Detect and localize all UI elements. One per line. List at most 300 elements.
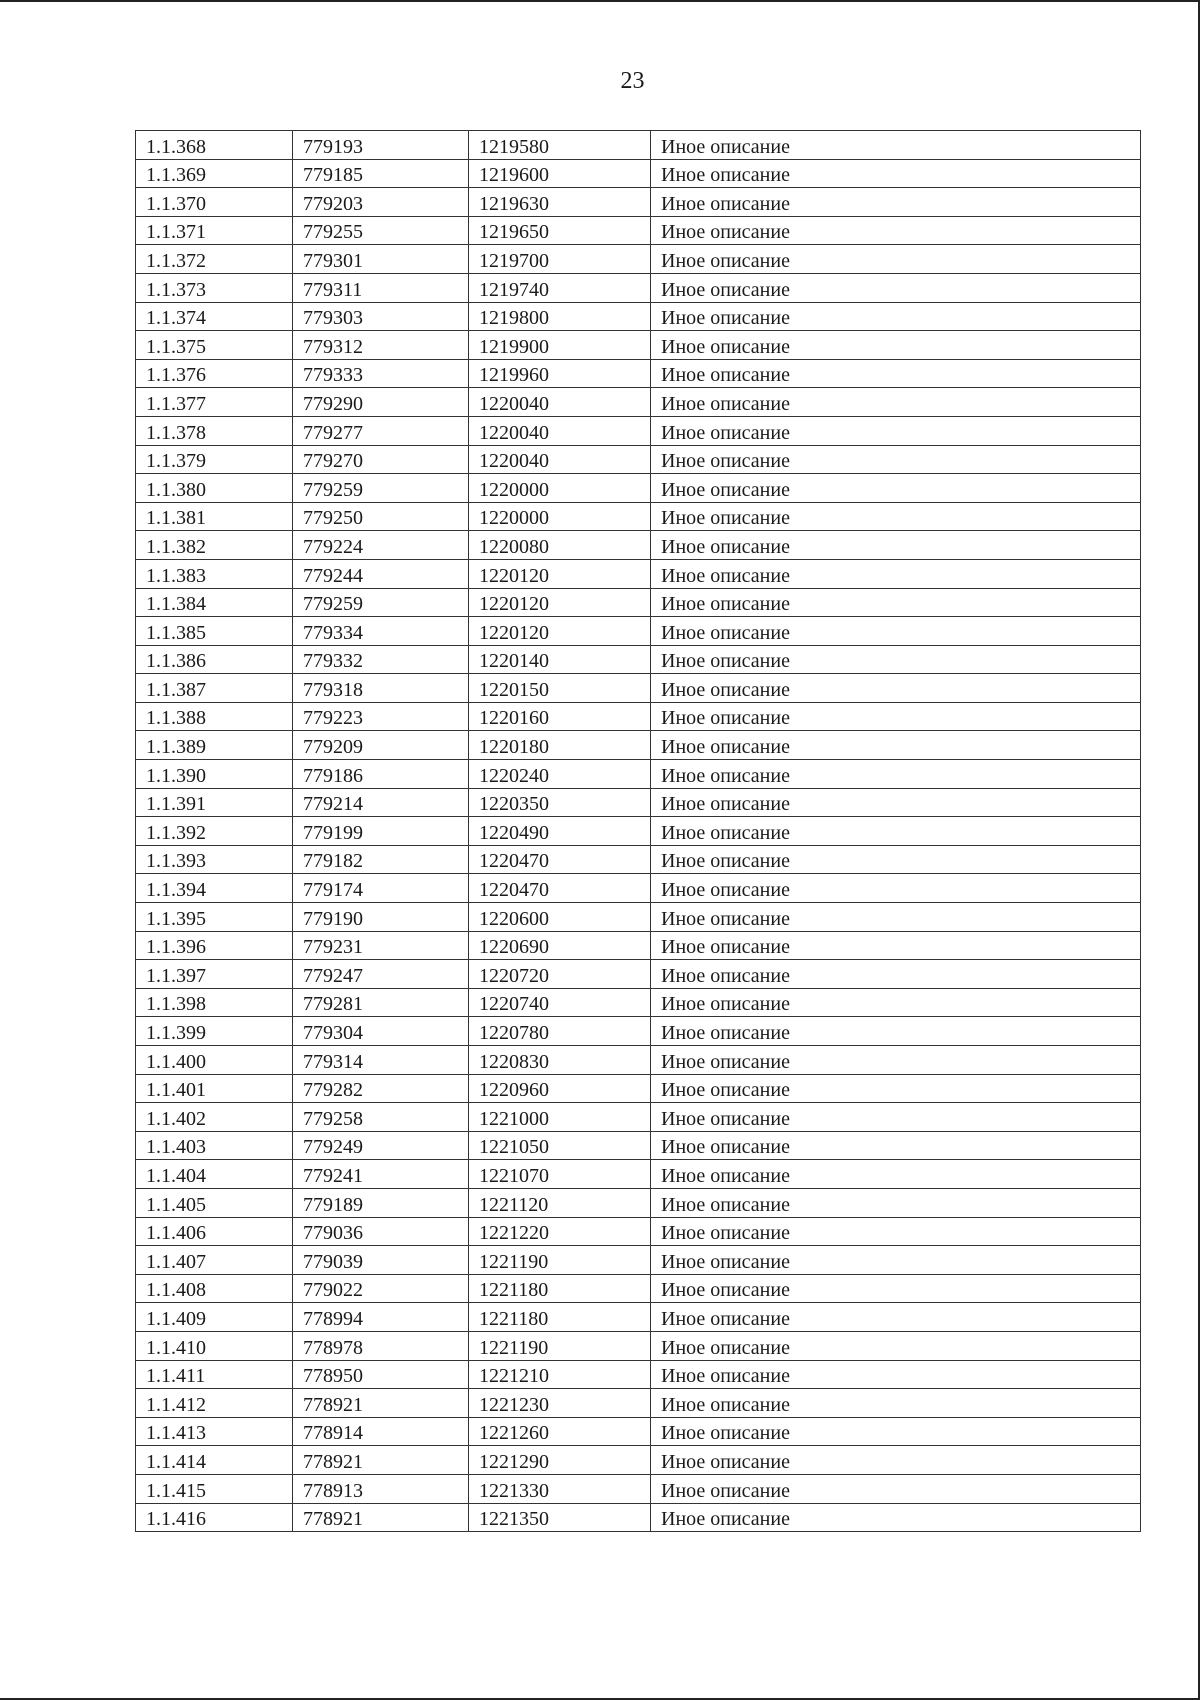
point-number-cell [136,817,293,846]
y-coordinate-cell [469,674,651,703]
description-text: Иное описание [661,535,790,558]
x-coordinate-text: 779304 [303,1022,363,1044]
x-coordinate-text: 779303 [303,307,363,330]
x-coordinate-text: 779174 [303,879,363,902]
point-number-text: 1.1.398 [146,993,206,1016]
y-coordinate-cell [469,731,651,760]
description-text: Иное описание [661,879,790,902]
description-text: Иное описание [661,821,790,844]
x-coordinate-text: 779314 [303,1050,363,1073]
description-text: Иное описание [661,678,790,701]
x-coordinate-cell [293,988,469,1017]
table-row [136,388,1141,417]
point-number-cell [136,1417,293,1446]
x-coordinate-text: 779039 [303,1250,363,1273]
description-cell [651,845,1141,874]
description-text: Иное описание [661,364,790,387]
table-row [136,159,1141,188]
x-coordinate-text: 779282 [303,1079,363,1102]
point-number-cell [136,1217,293,1246]
x-coordinate-cell [293,416,469,445]
y-coordinate-text: 1220120 [479,593,549,616]
point-number-cell [136,531,293,560]
point-number-cell [136,1074,293,1103]
y-coordinate-text: 1220740 [479,993,549,1016]
point-number-cell [136,731,293,760]
description-cell [651,159,1141,188]
y-coordinate-text: 1220040 [479,450,549,473]
point-number-text: 1.1.378 [146,421,206,444]
table-row [136,760,1141,789]
point-number-cell [136,1274,293,1303]
table-row [136,617,1141,646]
table-row [136,1360,1141,1389]
table-row [136,1217,1141,1246]
point-number-cell [136,1331,293,1360]
x-coordinate-cell [293,645,469,674]
x-coordinate-text: 779334 [303,621,363,644]
x-coordinate-cell [293,1074,469,1103]
description-text: Иное описание [661,764,790,787]
y-coordinate-text: 1221220 [479,1222,549,1245]
description-cell [651,1303,1141,1332]
description-text: Иное описание [661,1222,790,1245]
x-coordinate-cell [293,131,469,160]
point-number-text: 1.1.392 [146,821,206,844]
table-row [136,645,1141,674]
description-cell [651,302,1141,331]
point-number-text: 1.1.377 [146,392,206,415]
y-coordinate-cell [469,988,651,1017]
x-coordinate-text: 779312 [303,335,363,358]
description-text: Иное описание [661,1336,790,1359]
description-cell [651,588,1141,617]
x-coordinate-text: 779223 [303,707,363,730]
table-row [136,445,1141,474]
x-coordinate-text: 779259 [303,478,363,501]
point-number-text: 1.1.372 [146,249,206,272]
x-coordinate-cell [293,874,469,903]
point-number-text: 1.1.395 [146,907,206,930]
description-cell [651,1246,1141,1275]
point-number-cell [136,474,293,503]
table-row [136,1246,1141,1275]
x-coordinate-cell [293,159,469,188]
x-coordinate-text: 778978 [303,1336,363,1359]
point-number-text: 1.1.383 [146,564,206,587]
y-coordinate-text: 1220120 [479,564,549,587]
x-coordinate-cell [293,1446,469,1475]
y-coordinate-text: 1219700 [479,249,549,272]
point-number-cell [136,188,293,217]
y-coordinate-text: 1221330 [479,1479,549,1502]
point-number-text: 1.1.403 [146,1136,206,1159]
description-text: Иное описание [661,1193,790,1216]
table-row [136,1188,1141,1217]
point-number-cell [136,674,293,703]
y-coordinate-cell [469,1331,651,1360]
y-coordinate-cell [469,502,651,531]
point-number-cell [136,588,293,617]
x-coordinate-cell [293,903,469,932]
point-number-text: 1.1.413 [146,1422,206,1445]
point-number-text: 1.1.371 [146,221,206,244]
y-coordinate-cell [469,559,651,588]
description-text: Иное описание [661,164,790,187]
x-coordinate-text: 779224 [303,535,363,558]
x-coordinate-cell [293,674,469,703]
y-coordinate-text: 1221000 [479,1107,549,1130]
point-number-cell [136,131,293,160]
description-cell [651,903,1141,932]
table-row [136,845,1141,874]
x-coordinate-cell [293,216,469,245]
table-row [136,188,1141,217]
point-number-text: 1.1.390 [146,764,206,787]
y-coordinate-text: 1221350 [479,1508,549,1531]
point-number-cell [136,445,293,474]
description-text: Иное описание [661,421,790,444]
y-coordinate-text: 1220040 [479,421,549,444]
table-row [136,960,1141,989]
x-coordinate-text: 778921 [303,1393,363,1416]
point-number-text: 1.1.415 [146,1479,206,1502]
y-coordinate-cell [469,1103,651,1132]
y-coordinate-cell [469,1188,651,1217]
y-coordinate-text: 1220470 [479,850,549,873]
table-row [136,1160,1141,1189]
point-number-text: 1.1.406 [146,1222,206,1245]
point-number-text: 1.1.405 [146,1193,206,1216]
y-coordinate-cell [469,588,651,617]
table-row [136,416,1141,445]
table-body [136,131,1141,1532]
description-cell [651,645,1141,674]
table-row [136,559,1141,588]
x-coordinate-text: 779250 [303,507,363,530]
x-coordinate-cell [293,1217,469,1246]
y-coordinate-cell [469,1074,651,1103]
point-number-text: 1.1.393 [146,850,206,873]
x-coordinate-text: 779241 [303,1164,363,1187]
description-cell [651,1188,1141,1217]
point-number-cell [136,1474,293,1503]
description-cell [651,1274,1141,1303]
x-coordinate-text: 778914 [303,1422,363,1445]
y-coordinate-text: 1221180 [479,1279,549,1302]
description-text: Иное описание [661,793,790,816]
y-coordinate-cell [469,159,651,188]
x-coordinate-cell [293,1274,469,1303]
point-number-text: 1.1.396 [146,936,206,959]
y-coordinate-text: 1220150 [479,678,549,701]
y-coordinate-cell [469,216,651,245]
y-coordinate-text: 1219600 [479,164,549,187]
description-cell [651,1417,1141,1446]
x-coordinate-text: 779189 [303,1193,363,1216]
point-number-text: 1.1.397 [146,964,206,987]
y-coordinate-text: 1221210 [479,1365,549,1388]
x-coordinate-text: 779190 [303,907,363,930]
description-text: Иное описание [661,1107,790,1130]
point-number-cell [136,1503,293,1532]
x-coordinate-text: 779333 [303,364,363,387]
y-coordinate-cell [469,1360,651,1389]
y-coordinate-text: 1221230 [479,1393,549,1416]
x-coordinate-text: 778994 [303,1307,363,1330]
description-cell [651,1389,1141,1418]
x-coordinate-text: 779255 [303,221,363,244]
point-number-cell [136,1360,293,1389]
description-cell [651,188,1141,217]
description-cell [651,1446,1141,1475]
y-coordinate-cell [469,1474,651,1503]
x-coordinate-cell [293,817,469,846]
y-coordinate-cell [469,1217,651,1246]
point-number-cell [136,845,293,874]
x-coordinate-cell [293,1188,469,1217]
y-coordinate-text: 1219740 [479,278,549,301]
table-row [136,931,1141,960]
description-text: Иное описание [661,1365,790,1388]
description-text: Иное описание [661,993,790,1016]
table-row [136,216,1141,245]
y-coordinate-text: 1220120 [479,621,549,644]
y-coordinate-cell [469,388,651,417]
table-row [136,1017,1141,1046]
table-row [136,788,1141,817]
x-coordinate-text: 779214 [303,793,363,816]
description-cell [651,1503,1141,1532]
point-number-text: 1.1.368 [146,135,206,158]
y-coordinate-cell [469,1446,651,1475]
x-coordinate-cell [293,445,469,474]
point-number-cell [136,1188,293,1217]
y-coordinate-text: 1220350 [479,793,549,816]
x-coordinate-text: 779022 [303,1279,363,1302]
y-coordinate-cell [469,445,651,474]
description-cell [651,1474,1141,1503]
table-row [136,1074,1141,1103]
table-row [136,131,1141,160]
point-number-text: 1.1.370 [146,192,206,215]
x-coordinate-text: 779036 [303,1222,363,1245]
description-cell [651,416,1141,445]
x-coordinate-text: 779209 [303,736,363,759]
y-coordinate-cell [469,1131,651,1160]
table-row [136,1389,1141,1418]
description-cell [651,1360,1141,1389]
x-coordinate-cell [293,273,469,302]
table-row [136,359,1141,388]
point-number-text: 1.1.380 [146,478,206,501]
description-text: Иное описание [661,1450,790,1473]
description-text: Иное описание [661,621,790,644]
y-coordinate-text: 1220180 [479,736,549,759]
x-coordinate-cell [293,302,469,331]
description-text: Иное описание [661,392,790,415]
x-coordinate-text: 779311 [303,278,363,301]
point-number-cell [136,1303,293,1332]
table-row [136,502,1141,531]
x-coordinate-cell [293,760,469,789]
description-text: Иное описание [661,335,790,358]
point-number-cell [136,216,293,245]
y-coordinate-cell [469,359,651,388]
x-coordinate-cell [293,1360,469,1389]
description-text: Иное описание [661,736,790,759]
y-coordinate-cell [469,817,651,846]
y-coordinate-text: 1219900 [479,335,549,358]
table-row [136,1446,1141,1475]
y-coordinate-text: 1220080 [479,535,549,558]
y-coordinate-text: 1221190 [479,1336,549,1359]
x-coordinate-cell [293,1131,469,1160]
x-coordinate-cell [293,188,469,217]
point-number-cell [136,159,293,188]
description-text: Иное описание [661,1079,790,1102]
y-coordinate-cell [469,1303,651,1332]
description-cell [651,1131,1141,1160]
y-coordinate-cell [469,331,651,360]
point-number-text: 1.1.391 [146,793,206,816]
x-coordinate-cell [293,502,469,531]
table-row [136,1103,1141,1132]
description-cell [651,445,1141,474]
description-text: Иное описание [661,1393,790,1416]
description-cell [651,1046,1141,1075]
point-number-cell [136,1246,293,1275]
point-number-text: 1.1.412 [146,1393,206,1416]
x-coordinate-cell [293,960,469,989]
table-row [136,531,1141,560]
point-number-text: 1.1.402 [146,1107,206,1130]
table-row [136,817,1141,846]
y-coordinate-cell [469,1389,651,1418]
x-coordinate-text: 779277 [303,421,363,444]
y-coordinate-text: 1219630 [479,192,549,215]
y-coordinate-text: 1220690 [479,936,549,959]
description-text: Иное описание [661,1250,790,1273]
description-cell [651,359,1141,388]
x-coordinate-text: 779231 [303,936,363,959]
point-number-text: 1.1.407 [146,1250,206,1273]
point-number-text: 1.1.410 [146,1336,206,1359]
point-number-cell [136,273,293,302]
table-row [136,1331,1141,1360]
x-coordinate-text: 779290 [303,392,363,415]
y-coordinate-cell [469,474,651,503]
point-number-text: 1.1.375 [146,335,206,358]
description-cell [651,216,1141,245]
description-cell [651,245,1141,274]
table-row [136,1274,1141,1303]
y-coordinate-text: 1219800 [479,307,549,330]
point-number-cell [136,559,293,588]
point-number-cell [136,645,293,674]
x-coordinate-cell [293,359,469,388]
description-cell [651,674,1141,703]
x-coordinate-cell [293,845,469,874]
y-coordinate-cell [469,302,651,331]
x-coordinate-text: 779247 [303,964,363,987]
x-coordinate-cell [293,588,469,617]
point-number-cell [136,245,293,274]
x-coordinate-cell [293,1046,469,1075]
table-row [136,674,1141,703]
table-row [136,702,1141,731]
point-number-cell [136,331,293,360]
point-number-text: 1.1.416 [146,1508,206,1531]
x-coordinate-cell [293,702,469,731]
point-number-cell [136,1046,293,1075]
y-coordinate-text: 1220600 [479,907,549,930]
table-row [136,474,1141,503]
y-coordinate-cell [469,903,651,932]
point-number-cell [136,617,293,646]
description-cell [651,273,1141,302]
y-coordinate-text: 1220240 [479,764,549,787]
description-cell [651,702,1141,731]
description-cell [651,331,1141,360]
x-coordinate-cell [293,531,469,560]
point-number-cell [136,988,293,1017]
description-text: Иное описание [661,907,790,930]
x-coordinate-cell [293,931,469,960]
point-number-text: 1.1.373 [146,278,206,301]
point-number-cell [136,702,293,731]
x-coordinate-cell [293,245,469,274]
table-row [136,302,1141,331]
x-coordinate-text: 779270 [303,450,363,473]
coordinates-table [135,130,1141,1532]
page-number: 23 [620,68,645,94]
y-coordinate-cell [469,960,651,989]
description-cell [651,617,1141,646]
y-coordinate-text: 1220160 [479,707,549,730]
table-row [136,245,1141,274]
x-coordinate-cell [293,559,469,588]
point-number-cell [136,359,293,388]
description-text: Иное описание [661,707,790,730]
y-coordinate-text: 1221180 [479,1307,549,1330]
point-number-cell [136,874,293,903]
x-coordinate-cell [293,1474,469,1503]
description-text: Иное описание [661,307,790,330]
y-coordinate-cell [469,188,651,217]
x-coordinate-text: 778921 [303,1508,363,1531]
table-row [136,731,1141,760]
description-text: Иное описание [661,1050,790,1073]
y-coordinate-text: 1219580 [479,135,549,158]
y-coordinate-text: 1219960 [479,364,549,387]
description-text: Иное описание [661,964,790,987]
y-coordinate-text: 1220040 [479,392,549,415]
x-coordinate-text: 779332 [303,650,363,673]
description-text: Иное описание [661,936,790,959]
point-number-text: 1.1.374 [146,307,206,330]
point-number-text: 1.1.386 [146,650,206,673]
table-row [136,1417,1141,1446]
x-coordinate-cell [293,1389,469,1418]
x-coordinate-cell [293,474,469,503]
point-number-text: 1.1.401 [146,1079,206,1102]
point-number-text: 1.1.389 [146,736,206,759]
point-number-text: 1.1.394 [146,879,206,902]
description-cell [651,931,1141,960]
x-coordinate-cell [293,1246,469,1275]
table-row [136,1131,1141,1160]
